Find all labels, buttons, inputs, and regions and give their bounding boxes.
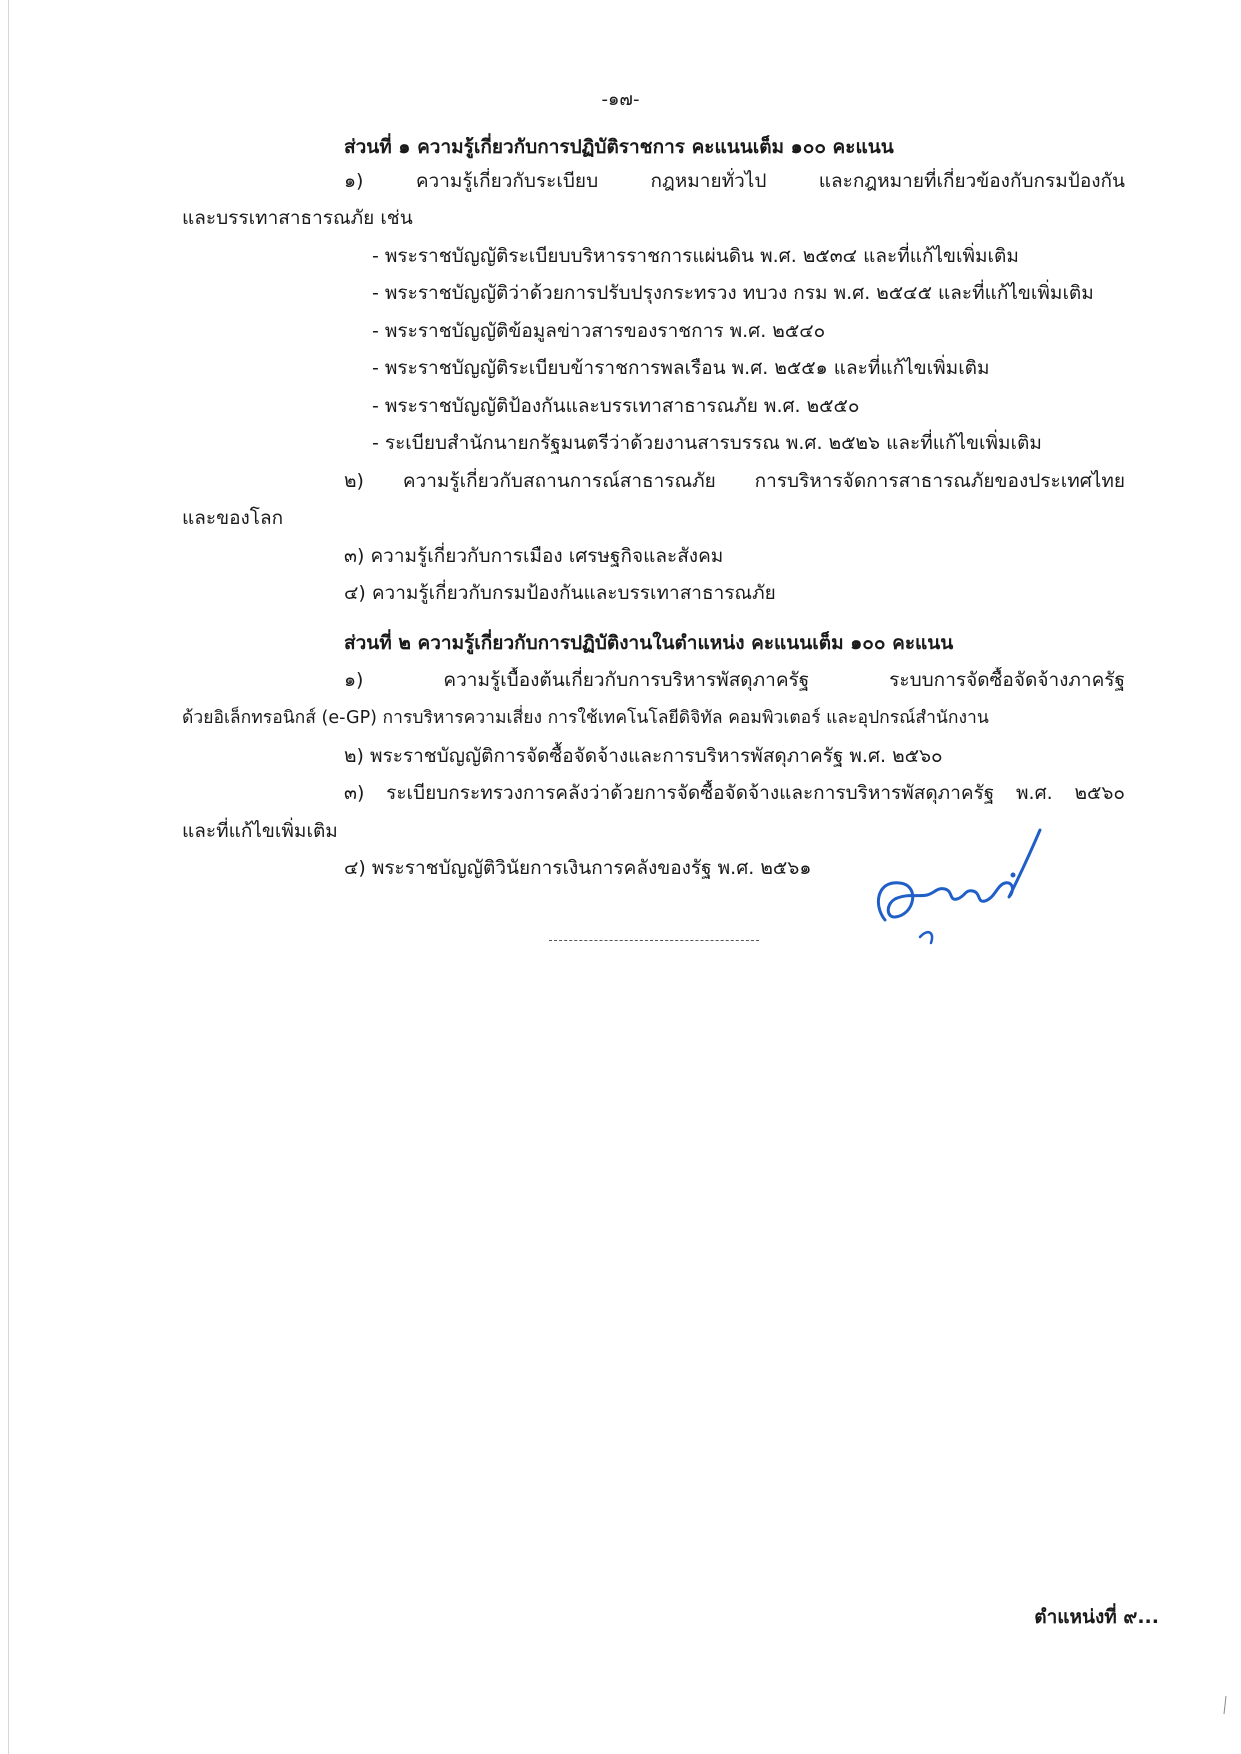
- part1-item1-line2: และบรรเทาสาธารณภัย เช่น: [182, 207, 413, 229]
- end-divider: [549, 940, 759, 941]
- law-item: - พระราชบัญญัติระเบียบบริหารราชการแผ่นดิน พ.ศ. ๒๕๓๔ และที่แก้ไขเพิ่มเติม: [372, 245, 1019, 267]
- scan-edge: [8, 0, 9, 1754]
- part1-item4: ๔) ความรู้เกี่ยวกับกรมป้องกันและบรรเทาสาธารณภัย: [344, 582, 776, 604]
- law-item: - ระเบียบสำนักนายกรัฐมนตรีว่าด้วยงานสารบรรณ พ.ศ. ๒๕๒๖ และที่แก้ไขเพิ่มเติม: [372, 432, 1042, 454]
- part2-item1-line2: ด้วยอิเล็กทรอนิกส์ (e-GP) การบริหารความเสี่ยง การใช้เทคโนโลยีดิจิทัล คอมพิวเตอร์ และอุปกรณ์สำนักงาน: [182, 708, 989, 728]
- handwritten-signature: [865, 825, 1045, 955]
- continuation-text: ตำแหน่งที่ ๙...: [1034, 1606, 1159, 1628]
- part2-item4: ๔) พระราชบัญญัติวินัยการเงินการคลังของรัฐ พ.ศ. ๒๕๖๑: [344, 857, 812, 879]
- scan-mark: [1223, 1696, 1227, 1714]
- part1-item3: ๓) ความรู้เกี่ยวกับการเมือง เศรษฐกิจและสังคม: [344, 545, 724, 567]
- law-item: - พระราชบัญญัติป้องกันและบรรเทาสาธารณภัย พ.ศ. ๒๕๕๐: [372, 395, 860, 417]
- law-item: - พระราชบัญญัติว่าด้วยการปรับปรุงกระทรวง ทบวง กรม พ.ศ. ๒๕๔๕ และที่แก้ไขเพิ่มเติม: [372, 282, 1094, 304]
- part1-heading: ส่วนที่ ๑ ความรู้เกี่ยวกับการปฏิบัติราชการ คะแนนเต็ม ๑๐๐ คะแนน: [344, 136, 894, 158]
- part1-item1-line1: ๑) ความรู้เกี่ยวกับระเบียบ กฎหมายทั่วไป และกฎหมายที่เกี่ยวข้องกับกรมป้องกัน: [344, 170, 1125, 192]
- part2-item2: ๒) พระราชบัญญัติการจัดซื้อจัดจ้างและการบริหารพัสดุภาครัฐ พ.ศ. ๒๕๖๐: [344, 745, 943, 767]
- part1-item2-line2: และของโลก: [182, 507, 284, 529]
- part2-heading: ส่วนที่ ๒ ความรู้เกี่ยวกับการปฏิบัติงานในตำแหน่ง คะแนนเต็ม ๑๐๐ คะแนน: [344, 632, 954, 654]
- part1-item2-line1: ๒) ความรู้เกี่ยวกับสถานการณ์สาธารณภัย การบริหารจัดการสาธารณภัยของประเทศไทย: [344, 470, 1125, 492]
- law-item: - พระราชบัญญัติข้อมูลข่าวสารของราชการ พ.ศ. ๒๕๔๐: [372, 320, 826, 342]
- part2-item1-line1: ๑) ความรู้เบื้องต้นเกี่ยวกับการบริหารพัสดุภาครัฐ ระบบการจัดซื้อจัดจ้างภาครัฐ: [344, 669, 1125, 691]
- part2-item3-line1: ๓) ระเบียบกระทรวงการคลังว่าด้วยการจัดซื้อจัดจ้างและการบริหารพัสดุภาครัฐ พ.ศ. ๒๕๖๐: [344, 782, 1125, 804]
- part2-item3-line2: และที่แก้ไขเพิ่มเติม: [182, 820, 338, 842]
- law-item: - พระราชบัญญัติระเบียบข้าราชการพลเรือน พ.ศ. ๒๕๕๑ และที่แก้ไขเพิ่มเติม: [372, 357, 990, 379]
- page-number: -๑๗-: [601, 89, 640, 110]
